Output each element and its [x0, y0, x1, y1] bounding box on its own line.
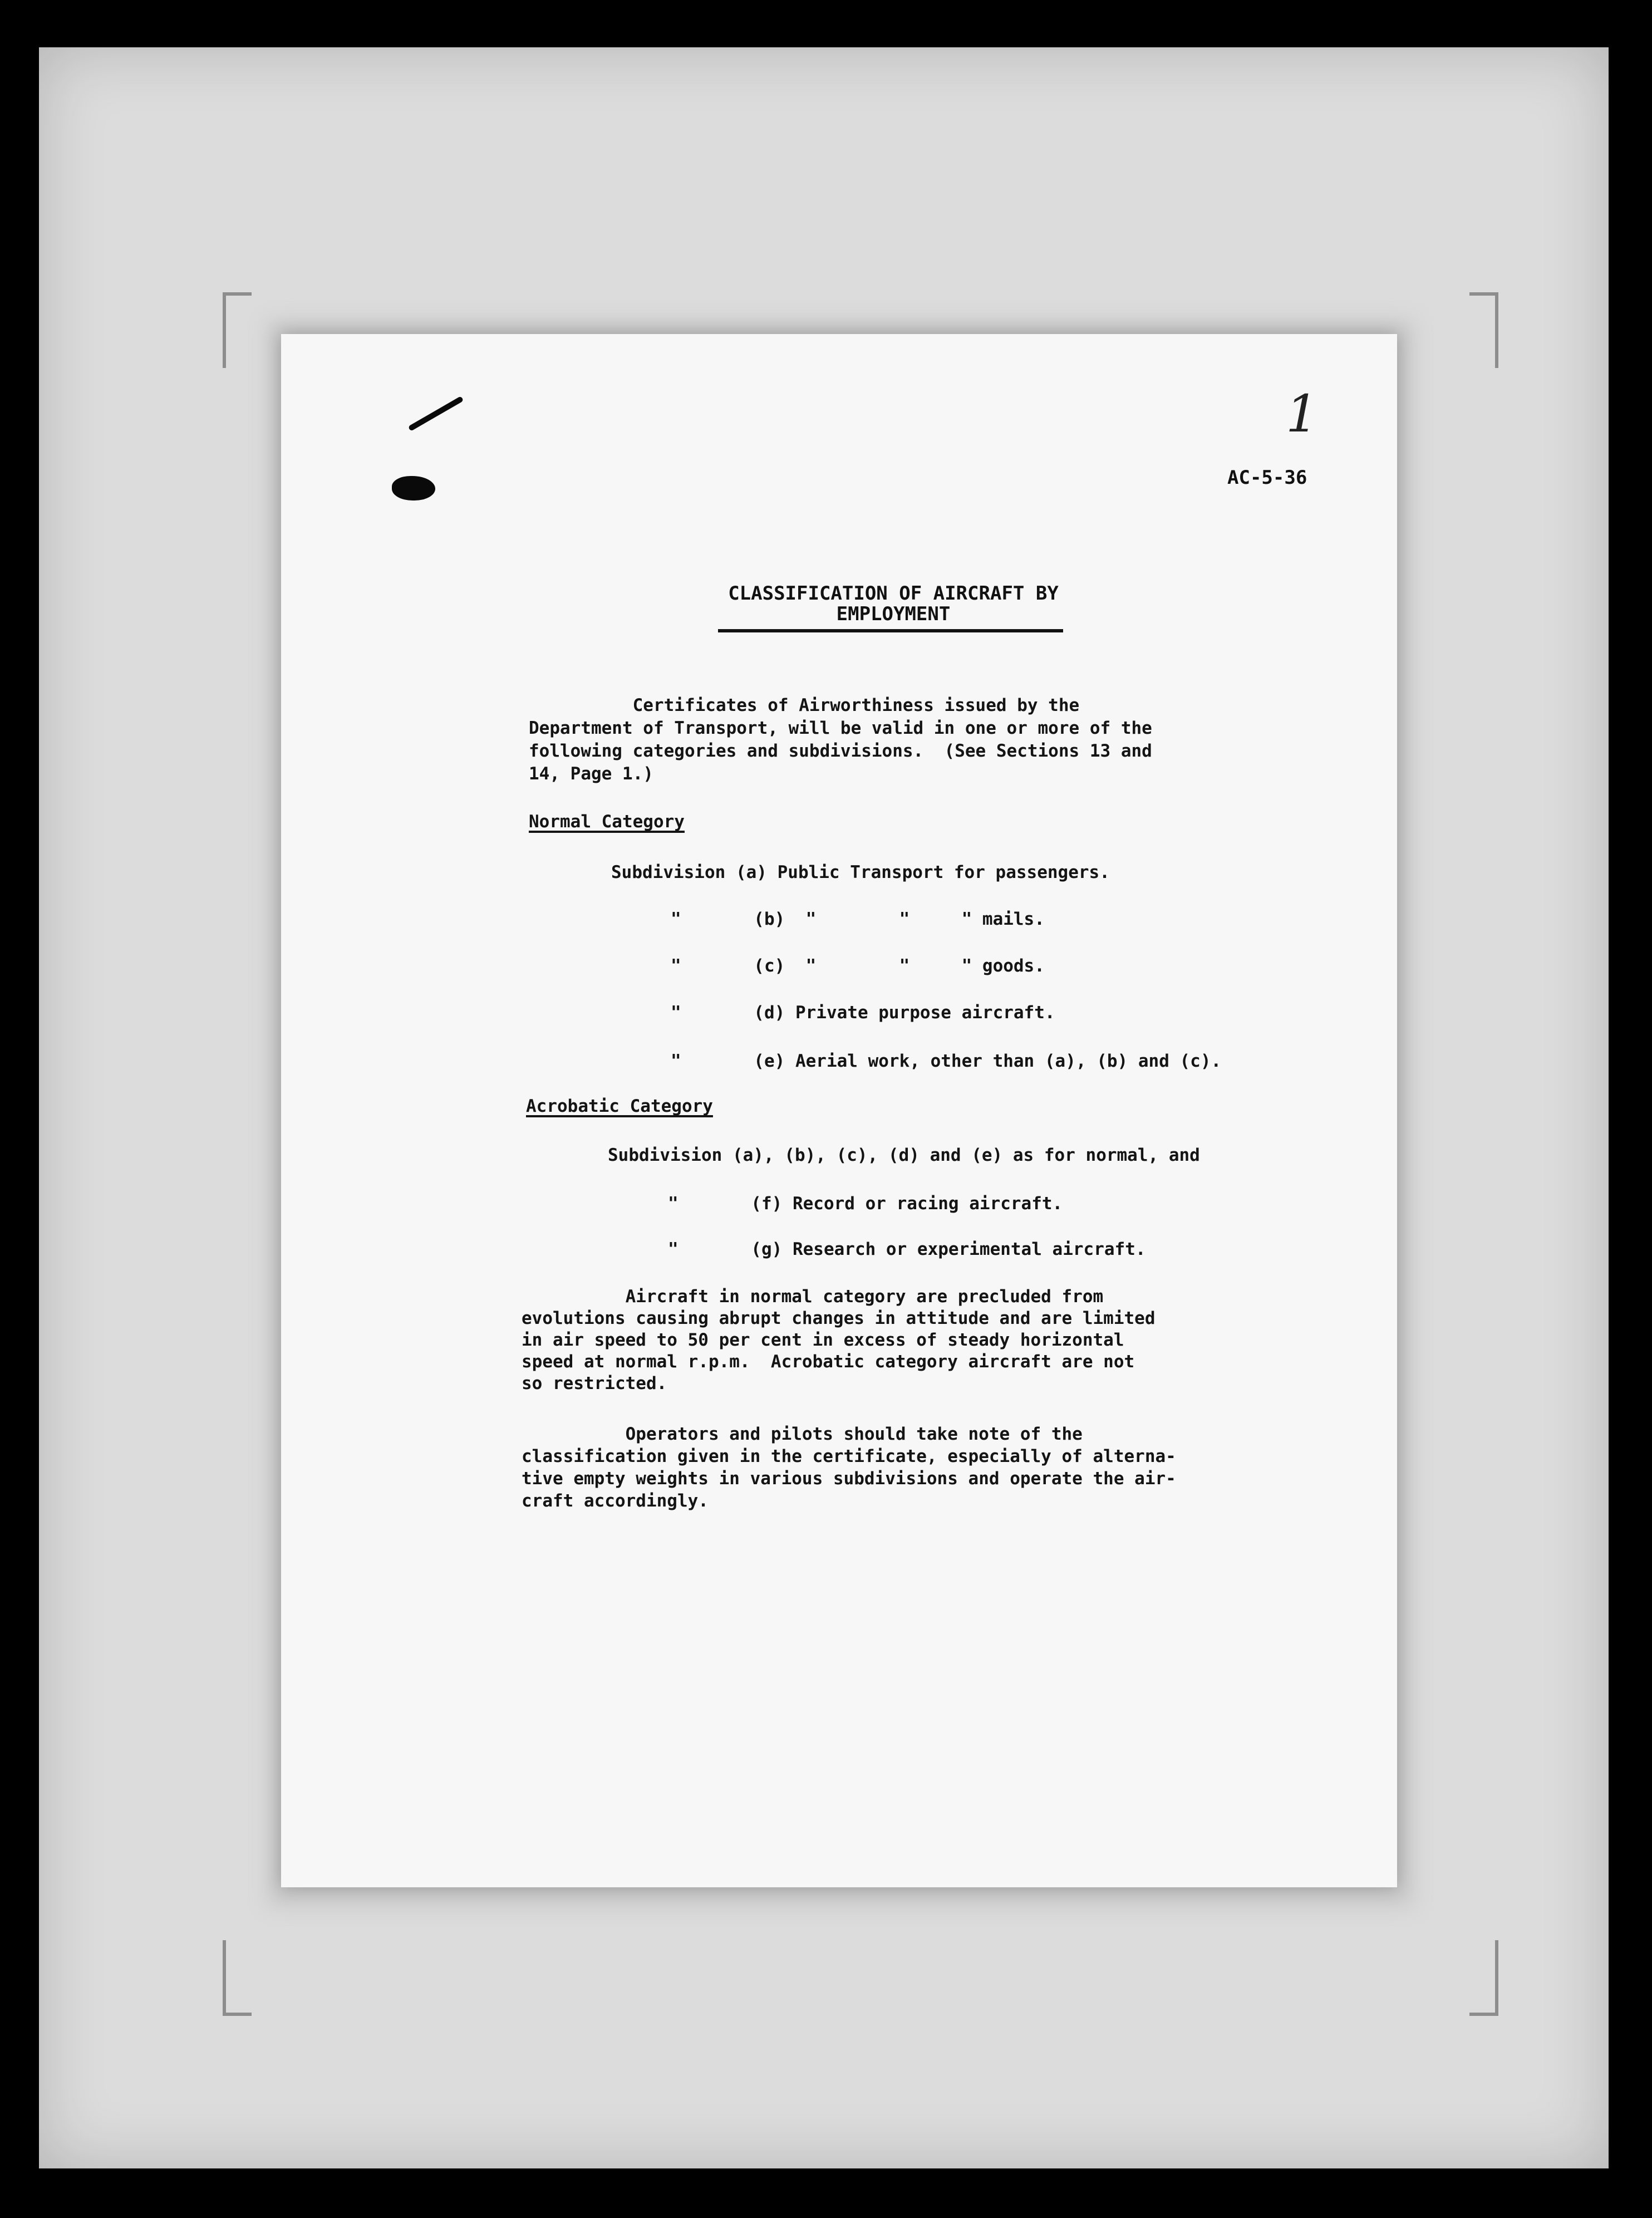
- normal-subdivision-line: " (e) Aerial work, other than (a), (b) and (c).: [671, 1051, 1222, 1071]
- operators-paragraph-line: craft accordingly.: [522, 1491, 709, 1511]
- title-line-2: EMPLOYMENT: [836, 602, 951, 625]
- acrobatic-category-heading: Acrobatic Category: [526, 1096, 713, 1116]
- normal-subdivision-line: " (d) Private purpose aircraft.: [671, 1003, 1055, 1023]
- crop-mark-top-left: [223, 292, 252, 368]
- crop-mark-bottom-right: [1469, 1940, 1498, 2016]
- document-page: [281, 334, 1397, 1887]
- handwritten-page-number: 1: [1286, 384, 1319, 444]
- ink-blot-mark: [392, 476, 435, 500]
- restriction-paragraph-line: evolutions causing abrupt changes in attitude and are limited: [522, 1308, 1156, 1328]
- operators-paragraph-line: classification given in the certificate, especially of alterna-: [522, 1446, 1176, 1466]
- acrobatic-subdivision-line: " (f) Record or racing aircraft.: [668, 1194, 1063, 1214]
- title-line-1: CLASSIFICATION OF AIRCRAFT BY: [728, 582, 1059, 605]
- intro-line: following categories and subdivisions. (See Sections 13 and: [529, 741, 1152, 761]
- operators-paragraph-line: Operators and pilots should take note of the: [522, 1424, 1083, 1444]
- normal-category-heading: Normal Category: [529, 812, 685, 832]
- normal-subdivision-line: " (c) " " " goods.: [671, 956, 1045, 976]
- crop-mark-bottom-left: [223, 1940, 252, 2016]
- document-title: [721, 583, 1066, 624]
- normal-subdivision-line: " (b) " " " mails.: [671, 909, 1045, 929]
- intro-line: Certificates of Airworthiness issued by the: [529, 695, 1080, 715]
- restriction-paragraph-line: so restricted.: [522, 1373, 667, 1393]
- operators-paragraph-line: tive empty weights in various subdivisions and operate the air-: [522, 1469, 1176, 1489]
- normal-subdivision-line: Subdivision (a) Public Transport for passengers.: [611, 862, 1110, 882]
- restriction-paragraph-line: speed at normal r.p.m. Acrobatic category aircraft are not: [522, 1352, 1135, 1372]
- intro-line: Department of Transport, will be valid in one or more of the: [529, 718, 1152, 738]
- crop-mark-top-right: [1469, 292, 1498, 368]
- restriction-paragraph-line: Aircraft in normal category are precluded from: [522, 1287, 1104, 1307]
- acrobatic-subdivision-line: " (g) Research or experimental aircraft.: [668, 1239, 1146, 1259]
- restriction-paragraph-line: in air speed to 50 per cent in excess of steady horizontal: [522, 1330, 1124, 1350]
- document-code: AC-5-36: [1227, 467, 1307, 489]
- title-underline: [718, 629, 1063, 632]
- intro-line: 14, Page 1.): [529, 764, 653, 784]
- acrobatic-subdivision-line: Subdivision (a), (b), (c), (d) and (e) as for normal, and: [608, 1145, 1200, 1165]
